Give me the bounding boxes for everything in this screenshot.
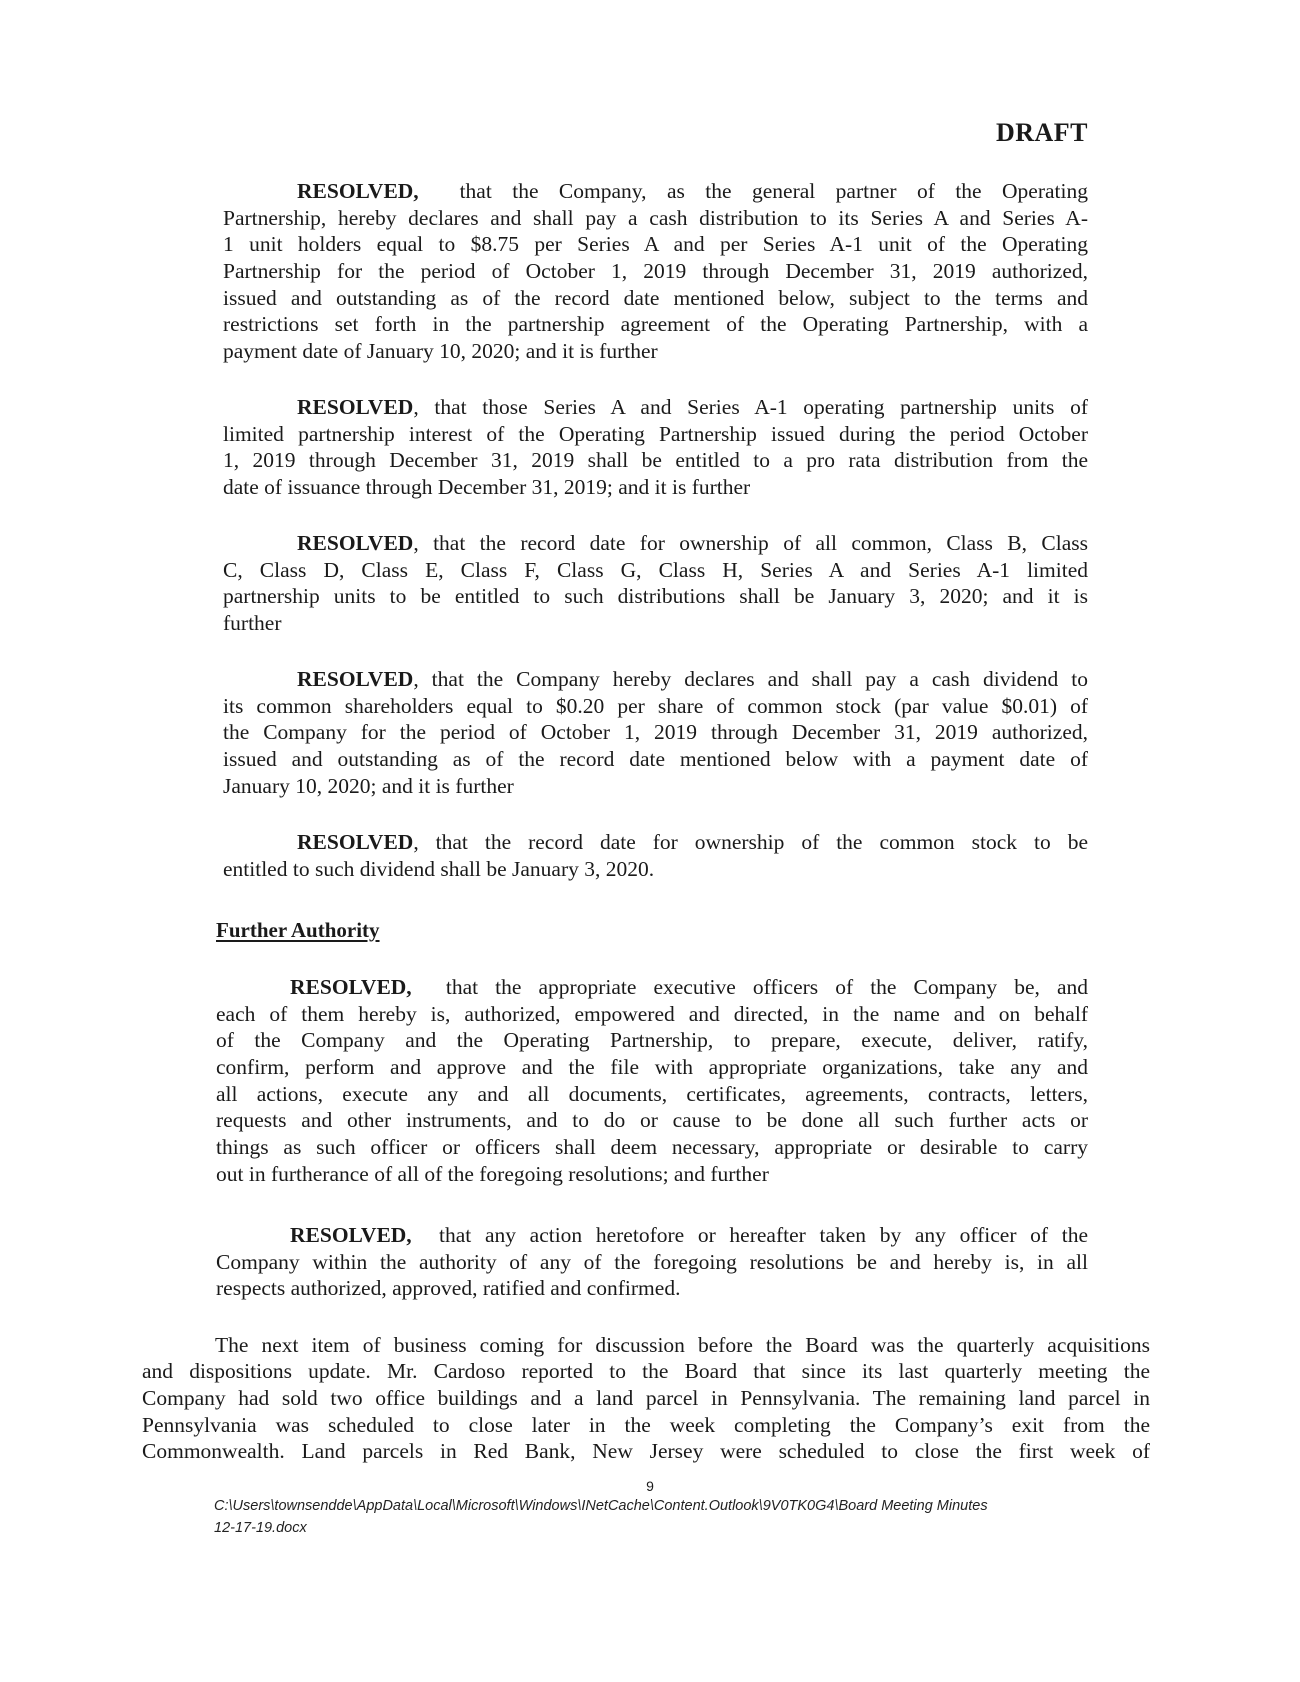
paragraph-line: Company within the authority of any of the foregoing resolutions be and hereby is, in all bbox=[216, 1250, 1088, 1274]
paragraph-line bbox=[297, 530, 1088, 556]
resolved-lead: RESOLVED, bbox=[290, 1223, 412, 1247]
paragraph-line: restrictions set forth in the partnership agreement of the Operating Partnership, with a bbox=[223, 312, 1088, 336]
paragraph-line: things as such officer or officers shall deem necessary, appropriate or desirable to carry bbox=[216, 1135, 1088, 1159]
paragraph-line: further bbox=[223, 611, 282, 635]
paragraph-line: January 10, 2020; and it is further bbox=[223, 774, 514, 798]
paragraph-line bbox=[297, 829, 1088, 855]
paragraph-line: C, Class D, Class E, Class F, Class G, Class H, Series A and Series A-1 limited bbox=[223, 558, 1088, 582]
paragraph-line: The next item of business coming for discussion before the Board was the quarterly acquisitions bbox=[215, 1333, 1150, 1357]
line-text: , that the record date for ownership of the common stock to be bbox=[413, 830, 1088, 854]
paragraph-line: out in furtherance of all of the foregoing resolutions; and further bbox=[216, 1162, 769, 1186]
resolved-lead: RESOLVED, bbox=[290, 975, 412, 999]
paragraph-line: payment date of January 10, 2020; and it is further bbox=[223, 339, 658, 363]
paragraph-line: all actions, execute any and all documents, certificates, agreements, contracts, letters, bbox=[216, 1082, 1088, 1106]
paragraph-line: date of issuance through December 31, 2019; and it is further bbox=[223, 475, 751, 499]
line-text: that the Company, as the general partner of the Operating bbox=[459, 179, 1088, 203]
paragraph-line: partnership units to be entitled to such distributions shall be January 3, 2020; and it is bbox=[223, 584, 1088, 608]
line-text: , that the Company hereby declares and shall pay a cash dividend to bbox=[413, 667, 1088, 691]
resolved-lead: RESOLVED bbox=[297, 395, 414, 419]
draft-watermark-label: DRAFT bbox=[995, 118, 1088, 147]
paragraph-line bbox=[297, 178, 1088, 204]
paragraph-line: requests and other instruments, and to do or cause to be done all such further acts or bbox=[216, 1108, 1088, 1132]
paragraph-line: and dispositions update. Mr. Cardoso reported to the Board that since its last quarterly meeting the bbox=[142, 1359, 1150, 1383]
paragraph-line: Commonwealth. Land parcels in Red Bank, New Jersey were scheduled to close the first week of bbox=[142, 1439, 1150, 1463]
line-text: , that the record date for ownership of all common, Class B, Class bbox=[413, 531, 1088, 555]
line-text: that any action heretofore or hereafter taken by any officer of the bbox=[439, 1223, 1088, 1247]
paragraph-line: the Company for the period of October 1, 2019 through December 31, 2019 authorized, bbox=[223, 720, 1088, 744]
paragraph-line: Company had sold two office buildings and a land parcel in Pennsylvania. The remaining land parcel in bbox=[142, 1386, 1150, 1410]
paragraph-line: its common shareholders equal to $0.20 per share of common stock (par value $0.01) of bbox=[223, 694, 1088, 718]
page-number: 9 bbox=[646, 1478, 654, 1494]
paragraph-line bbox=[297, 666, 1088, 692]
paragraph-line bbox=[297, 394, 1088, 420]
line-text: , that those Series A and Series A-1 operating partnership units of bbox=[413, 395, 1088, 419]
resolved-lead: RESOLVED bbox=[297, 667, 414, 691]
footer-file-path: C:\Users\townsendde\AppData\Local\Microsoft\Windows\INetCache\Content.Outlook\9V0TK0G4\Board Meeting Minutes bbox=[214, 1498, 988, 1514]
paragraph-line: Partnership for the period of October 1, 2019 through December 31, 2019 authorized, bbox=[223, 259, 1088, 283]
paragraph-line: issued and outstanding as of the record date mentioned below, subject to the terms and bbox=[223, 286, 1088, 310]
paragraph-line: of the Company and the Operating Partnership, to prepare, execute, deliver, ratify, bbox=[216, 1028, 1088, 1052]
line-text: that the appropriate executive officers of the Company be, and bbox=[445, 975, 1088, 999]
paragraph-line: confirm, perform and approve and the file with appropriate organizations, take any and bbox=[216, 1055, 1088, 1079]
paragraph-line: issued and outstanding as of the record date mentioned below with a payment date of bbox=[223, 747, 1088, 771]
paragraph-line: entitled to such dividend shall be January 3, 2020. bbox=[223, 857, 655, 881]
footer-file-name: 12-17-19.docx bbox=[214, 1520, 307, 1536]
paragraph-line: Pennsylvania was scheduled to close later in the week completing the Company’s exit from the bbox=[142, 1413, 1150, 1437]
resolved-lead: RESOLVED, bbox=[297, 179, 419, 203]
paragraph-line: 1 unit holders equal to $8.75 per Series A and per Series A-1 unit of the Operating bbox=[223, 232, 1088, 256]
paragraph-line: respects authorized, approved, ratified and confirmed. bbox=[216, 1276, 681, 1300]
paragraph-line: limited partnership interest of the Operating Partnership issued during the period October bbox=[223, 422, 1088, 446]
paragraph-line: Partnership, hereby declares and shall pay a cash distribution to its Series A and Series A- bbox=[223, 206, 1088, 230]
paragraph-line bbox=[290, 1222, 1088, 1248]
paragraph-line: 1, 2019 through December 31, 2019 shall be entitled to a pro rata distribution from the bbox=[223, 448, 1088, 472]
resolved-lead: RESOLVED bbox=[297, 531, 414, 555]
paragraph-line: each of them hereby is, authorized, empowered and directed, in the name and on behalf bbox=[216, 1002, 1088, 1026]
resolved-lead: RESOLVED bbox=[297, 830, 414, 854]
section-heading-further-authority: Further Authority bbox=[216, 918, 380, 942]
paragraph-line bbox=[290, 974, 1088, 1000]
